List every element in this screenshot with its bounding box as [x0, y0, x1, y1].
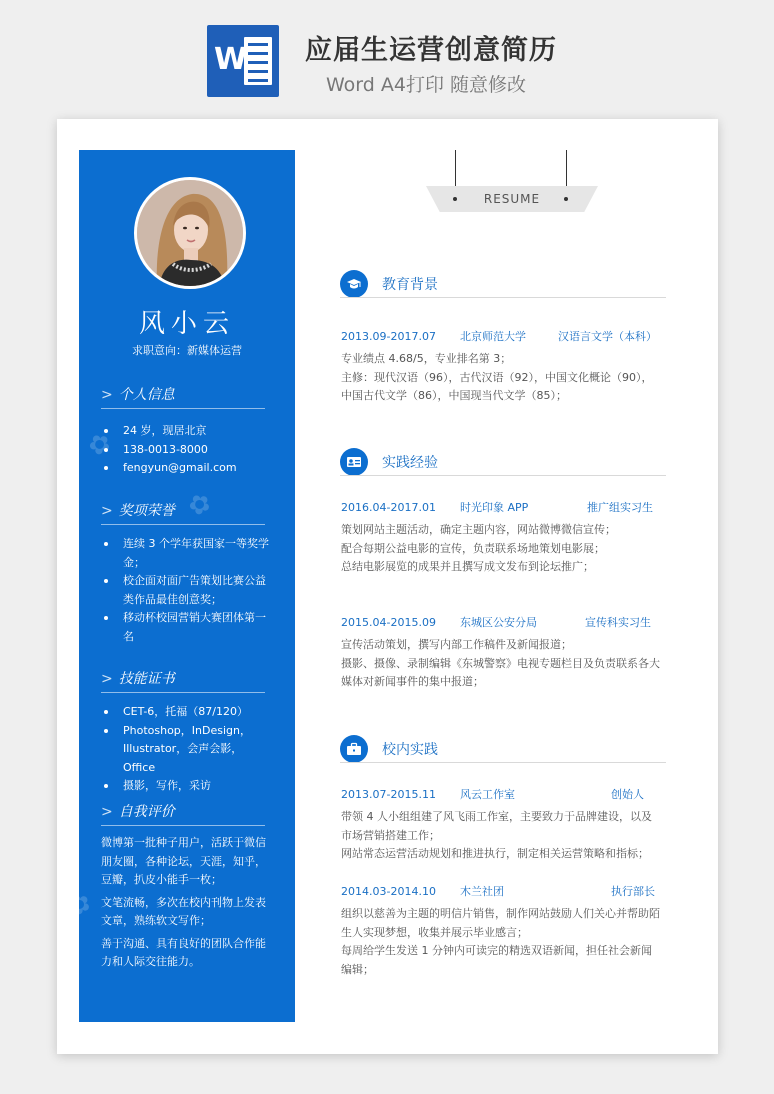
practice-entry	[341, 614, 661, 692]
skills-list	[101, 703, 269, 796]
self-evaluation	[101, 834, 269, 976]
graduation-cap-icon	[340, 270, 368, 298]
entry-date: 2013.09-2017.07	[341, 330, 436, 343]
divider	[340, 475, 666, 476]
entry-line: 带领 4 人小组组建了风飞雨工作室，主要致力于品牌建设，以及市场营销搭建工作；	[341, 810, 652, 842]
entry-line: 每周给学生发送 1 分钟内可读完的精选双语新闻，担任社会新闻编辑；	[341, 944, 652, 976]
education-entry	[341, 328, 661, 406]
list-item: 24 岁，现居北京	[101, 422, 269, 441]
entry-line: 配合每期公益电影的宣传，负责联系场地策划电影展；	[341, 541, 605, 555]
entry-date: 2016.04-2017.01	[341, 501, 436, 514]
sidebar: ✿ ✿ ✿ 风小云 求职意向：新媒体运营 > 个人信息 24 岁，现居北京 138-0013-8000 fengyun@gmail.com > 奖项荣誉 连续 3 个学年获国家一等奖学金； 校企面对面广告策划比赛公益类作品最佳创意奖； 移动杯校园营销大赛团体第一名 > 技能证书 CET-6，托福（87/120） Photoshop，InDesign，Illustrator，会声会影，Office 摄影，写作，采访 > 自我评价 微博第一批种子用户，活跃于微信朋友圈，各种论坛，天涯，知乎，豆瓣，扒皮小能手一枚； 文笔流畅，多次在校内刊物上发表文章，熟练软文写作； 善于沟通、具有良好的团队合作能力和人际交往能力。	[79, 150, 295, 1022]
entry-line: 主修：现代汉语（96），古代汉语（92），中国文化概论（90），中国古代文学（86），中国现当代文学（85）；	[341, 370, 653, 402]
entry-org: 东城区公安分局	[460, 616, 537, 629]
section-heading-skills: > 技能证书	[101, 668, 265, 693]
list-item: 摄影，写作，采访	[101, 777, 269, 796]
entry-org: 时光印象 APP	[460, 501, 529, 514]
chevron-right-icon: >	[101, 387, 113, 403]
list-item: 校企面对面广告策划比赛公益类作品最佳创意奖；	[101, 572, 269, 609]
divider	[340, 762, 666, 763]
entry-role: 宣传科实习生	[585, 616, 651, 629]
resume-page	[57, 119, 718, 1054]
id-card-icon	[340, 448, 368, 476]
list-item: 移动杯校园营销大赛团体第一名	[101, 609, 269, 646]
awards-list	[101, 535, 269, 646]
page-subtitle: Word A4打印 随意修改	[326, 74, 527, 96]
page-title: 应届生运营创意简历	[305, 35, 557, 66]
list-item: fengyun@gmail.com	[101, 459, 269, 478]
entry-role: 推广组实习生	[587, 501, 653, 514]
entry-line: 宣传活动策划，撰写内部工作稿件及新闻报道；	[341, 638, 572, 651]
document-pages-icon	[244, 37, 272, 85]
paragraph: 文笔流畅，多次在校内刊物上发表文章，熟练软文写作；	[101, 895, 266, 927]
entry-role: 汉语言文学（本科）	[558, 330, 657, 343]
chevron-right-icon: >	[101, 671, 113, 687]
entry-role: 创始人	[611, 788, 644, 801]
entry-org: 风云工作室	[460, 788, 515, 801]
entry-line: 策划网站主题活动，确定主题内容，网站微博微信宣传；	[341, 523, 616, 536]
practice-entry	[341, 499, 661, 577]
entry-line: 总结电影展览的成果并且撰写成文发布到论坛推广；	[341, 560, 594, 573]
personal-info-list	[101, 422, 269, 478]
entry-org: 木兰社团	[460, 885, 504, 898]
list-item: Photoshop，InDesign，Illustrator，会声会影，Office	[101, 722, 269, 778]
logo-letter: W	[214, 42, 248, 77]
entry-line: 摄影、摄像、录制编辑《东城警察》电视专题栏目及负责联系各大媒体对新闻事件的集中报道；	[341, 656, 660, 688]
section-title-education: 教育背景	[382, 277, 438, 293]
entry-role: 执行部长	[611, 885, 655, 898]
chevron-right-icon: >	[101, 804, 113, 820]
list-item: 连续 3 个学年获国家一等奖学金；	[101, 535, 269, 572]
candidate-name: 风小云	[138, 309, 235, 339]
entry-date: 2015.04-2015.09	[341, 616, 436, 629]
word-logo-icon	[207, 25, 279, 97]
briefcase-icon	[340, 735, 368, 763]
list-item: CET-6，托福（87/120）	[101, 703, 269, 722]
entry-org: 北京师范大学	[460, 330, 526, 343]
paragraph: 善于沟通、具有良好的团队合作能力和人际交往能力。	[101, 936, 266, 968]
campus-entry	[341, 883, 661, 979]
list-item: 138-0013-8000	[101, 441, 269, 460]
section-title-campus: 校内实践	[382, 742, 438, 758]
chevron-right-icon: >	[101, 503, 113, 519]
entry-date: 2013.07-2015.11	[341, 788, 436, 801]
resume-tag-label: RESUME	[483, 192, 541, 206]
campus-entry	[341, 786, 661, 864]
section-title-practice: 实践经验	[382, 455, 438, 471]
section-heading-awards: > 奖项荣誉	[101, 500, 265, 525]
avatar	[134, 177, 246, 289]
paragraph: 微博第一批种子用户，活跃于微信朋友圈，各种论坛，天涯，知乎，豆瓣，扒皮小能手一枚；	[101, 836, 266, 886]
entry-line: 组织以慈善为主题的明信片销售，制作网站鼓励人们关心并帮助陌生人实现梦想，收集并展示毕业感言；	[341, 907, 660, 939]
entry-line: 网站常态运营活动规划和推进执行，制定相关运营策略和指标；	[341, 847, 649, 860]
section-heading-self-eval: > 自我评价	[101, 801, 265, 826]
entry-line: 专业绩点 4.68/5，专业排名第 3；	[341, 352, 512, 365]
divider	[340, 297, 666, 298]
entry-date: 2014.03-2014.10	[341, 885, 436, 898]
section-heading-personal: > 个人信息	[101, 384, 265, 409]
job-intent: 求职意向：新媒体运营	[132, 344, 242, 357]
